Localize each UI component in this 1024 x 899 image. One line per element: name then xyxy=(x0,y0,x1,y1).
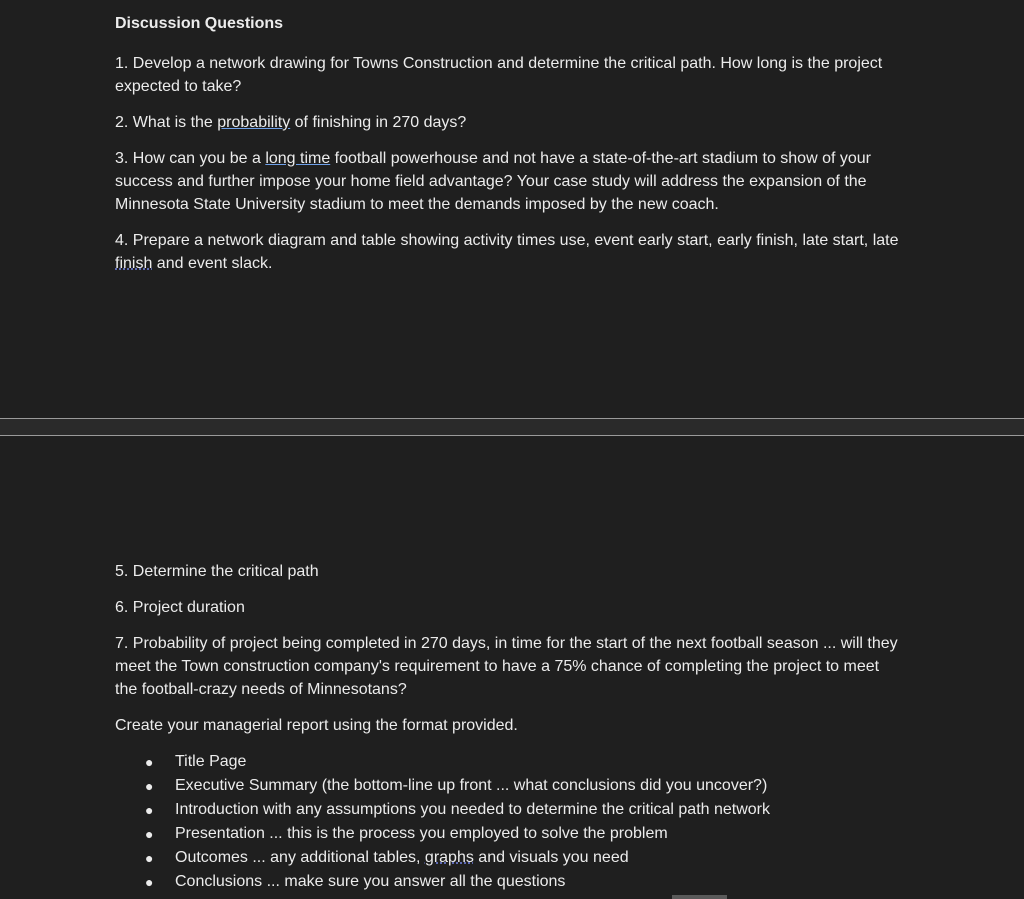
question-3-post: football powerhouse and not have a state-of-the-art stadium to show of your success and further impose your home field advantage? Your case study will address the expansion of the Minnesota State University stadium to meet the demands imposed by the new coach. xyxy=(115,150,871,213)
document-page-2 xyxy=(0,436,1024,899)
bullet-icon: ● xyxy=(145,826,154,842)
document-page-1 xyxy=(0,0,1024,418)
bullet-icon: ● xyxy=(145,874,154,890)
list-item-text: Presentation ... this is the process you employed to solve the problem xyxy=(175,825,668,842)
horizontal-scrollbar-thumb[interactable] xyxy=(672,895,727,899)
bullet-icon: ● xyxy=(145,754,154,770)
list-item-text: Executive Summary (the bottom-line up front ... what conclusions did you uncover?) xyxy=(175,777,768,794)
report-format-list xyxy=(115,750,905,894)
list-item xyxy=(145,798,905,822)
page-break xyxy=(0,418,1024,436)
question-4 xyxy=(115,229,905,275)
page-1-content xyxy=(115,12,905,288)
long-time-link[interactable]: long time xyxy=(265,150,331,167)
grammar-marked-word[interactable]: graphs xyxy=(424,849,474,866)
question-2-pre: 2. What is the xyxy=(115,114,218,131)
list-item xyxy=(145,822,905,846)
question-4-post: and event slack. xyxy=(152,255,273,272)
question-5: 5. Determine the critical path xyxy=(115,563,319,580)
list-item-text: Title Page xyxy=(175,753,247,770)
report-intro: Create your managerial report using the format provided. xyxy=(115,717,518,734)
bullet-icon: ● xyxy=(145,802,154,818)
bullet-icon: ● xyxy=(145,778,154,794)
list-item-text: Introduction with any assumptions you needed to determine the critical path network xyxy=(175,801,770,818)
question-6: 6. Project duration xyxy=(115,599,245,616)
list-item-text-post: and visuals you need xyxy=(473,849,629,866)
list-item xyxy=(145,774,905,798)
page-2-content xyxy=(115,560,905,894)
list-item-text-pre: Outcomes ... any additional tables, xyxy=(175,849,425,866)
list-item xyxy=(145,750,905,774)
grammar-marked-word[interactable]: finish xyxy=(115,255,153,272)
probability-link[interactable]: probability xyxy=(217,114,291,131)
list-item xyxy=(145,846,905,870)
question-4-pre: 4. Prepare a network diagram and table showing activity times use, event early start, early finish, late start, late xyxy=(115,232,899,249)
bullet-icon: ● xyxy=(145,850,154,866)
question-2 xyxy=(115,111,905,134)
question-3 xyxy=(115,147,905,216)
section-heading: Discussion Questions xyxy=(115,15,284,32)
list-item xyxy=(145,870,905,894)
question-1: 1. Develop a network drawing for Towns Construction and determine the critical path. How long is the project expected to take? xyxy=(115,55,883,95)
list-item-text: Conclusions ... make sure you answer all the questions xyxy=(175,873,566,890)
question-2-post: of finishing in 270 days? xyxy=(290,114,467,131)
question-3-pre: 3. How can you be a xyxy=(115,150,266,167)
question-7: 7. Probability of project being completed in 270 days, in time for the start of the next football season ... will they meet the Town construction company's requirement to have a 75% chance of completing the project to meet the football-crazy needs of Minnesotans? xyxy=(115,635,898,698)
